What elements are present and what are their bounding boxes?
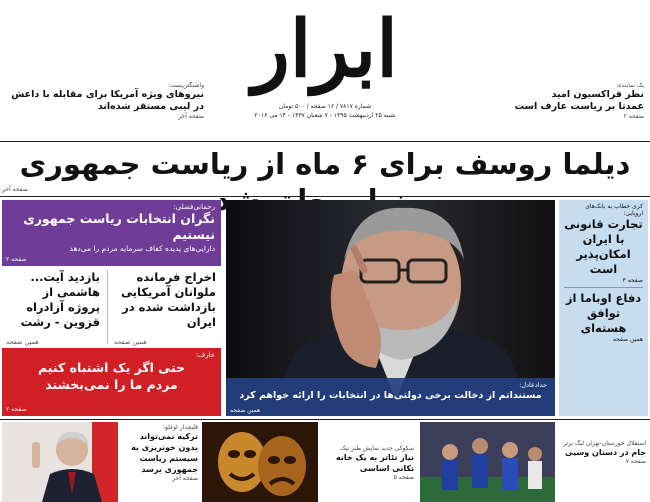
story-page: صفحه ۲ xyxy=(6,406,27,413)
story-kicker: کری خطاب به بانک‌های اروپایی: xyxy=(585,203,643,217)
teaser-headline: نظر فراکسیون امید xyxy=(551,89,644,100)
teaser-headline: نیروهای ویژه آمریکا برای مقابله با داعش xyxy=(11,89,204,100)
caption-page: همین صفحه xyxy=(230,407,261,414)
football-photo[interactable] xyxy=(420,422,555,502)
purple-story-box[interactable] xyxy=(2,200,221,266)
bottom-story-football[interactable] xyxy=(558,440,650,465)
bottom-story-turkey[interactable] xyxy=(118,424,202,482)
story-page: صفحه آخر xyxy=(172,475,198,482)
story-page: همین صفحه xyxy=(114,337,147,346)
story-page: همین صفحه xyxy=(612,336,643,343)
story-kicker: استقلال خوزستان-تهران لیگ برتر xyxy=(563,440,646,447)
story-headline: بازدید آیت... هاشمی از پروژه آزادراه قزوین - رشت xyxy=(20,270,100,329)
story-kicker: عارف: xyxy=(195,351,215,359)
story-hashemi[interactable] xyxy=(2,268,106,346)
story-page: صفحه ۲ xyxy=(6,256,27,263)
right-column xyxy=(559,200,648,416)
theatre-masks-illustration xyxy=(202,422,318,502)
column-divider xyxy=(107,270,108,344)
story-subhead: دارایی‌های پدیده کفاف سرمایه مردم را می‌دهد xyxy=(69,244,215,253)
story-kicker: رحمانی‌فضلی: xyxy=(173,203,215,211)
masthead-left-teaser[interactable] xyxy=(4,82,204,120)
issue-line: شماره ۷۸۱۷ / ۱۶ صفحه / ۵۰۰ تومان xyxy=(278,103,372,110)
story-headline: مردم ما را نمی‌بخشند xyxy=(45,377,178,392)
kilicdaroglu-photo[interactable] xyxy=(2,422,118,502)
story-headline: حتی اگر یک اشتباه کنیم xyxy=(37,360,186,375)
divider xyxy=(0,419,650,420)
story-headline: جام در دستان وسیی xyxy=(565,448,646,457)
divider xyxy=(564,287,643,288)
divider xyxy=(0,141,650,142)
story-page: صفحه ۷ xyxy=(625,458,646,465)
story-headline-trade[interactable]: تجارت قانونی با ایران امکان‌پذیر است xyxy=(564,217,643,276)
issue-info xyxy=(238,102,412,120)
issue-date: شنبه ۲۵ اردیبهشت ۱۳۹۵ - ۷ شعبان ۱۴۳۷ - ۱۴ می ۲۰۱۶ xyxy=(254,112,396,119)
headline-page: صفحه آخر xyxy=(2,186,28,193)
caption-headline: مستنداتم از دخالت برخی دولتی‌ها در انتخابات را ارائه خواهم کرد xyxy=(239,390,542,401)
story-kicker: سکوکی جدید نمایش طنز نیک xyxy=(340,445,414,452)
story-page: صفحه ۵ xyxy=(393,474,414,481)
story-headline: نگران انتخابات ریاست جمهوری نیستیم xyxy=(23,211,215,242)
red-story-box[interactable] xyxy=(2,348,221,416)
masthead-right-teaser[interactable] xyxy=(464,82,644,120)
story-headline: ترکیه نمی‌تواند بدون خونریزی به سیستم ریاست جمهوری برسد xyxy=(131,432,198,474)
caption-kicker: حداد‌عادل: xyxy=(519,381,547,389)
teaser-page: صفحه ۲ xyxy=(623,113,644,120)
story-kicker: قلیچدار اوغلو: xyxy=(163,424,198,431)
story-headline-obama[interactable]: دفاع اوباما از توافق هسته‌ای xyxy=(565,291,642,335)
story-headline: اخراج فرمانده ملوانان آمریکایی بازداشت شده در ایران xyxy=(121,270,216,329)
football-illustration xyxy=(420,422,555,502)
main-headline[interactable]: دیلما روسف برای ۶ ماه از ریاست جمهوری xyxy=(19,147,631,181)
teaser-kicker: واشنگتن‌پست: xyxy=(167,82,204,89)
teaser-page: صفحه آخر xyxy=(178,113,204,120)
photo-caption[interactable] xyxy=(226,378,555,416)
bottom-story-theatre[interactable] xyxy=(320,445,418,481)
story-page: همین صفحه xyxy=(6,337,39,346)
teaser-kicker: یک نماینده: xyxy=(616,82,644,89)
masthead xyxy=(0,0,650,140)
teaser-headline: در لیبی مستقر شده‌اند xyxy=(97,101,204,112)
theatre-masks-photo[interactable] xyxy=(202,422,318,502)
politician-illustration xyxy=(2,422,118,502)
teaser-headline: عمدتا بر ریاست عارف است xyxy=(514,101,644,112)
story-sailors[interactable] xyxy=(110,268,222,346)
divider xyxy=(0,196,650,197)
story-headline: نیاز تئاتر به یک خانه تکانی اساسی xyxy=(336,453,414,473)
newspaper-logo: ابرار xyxy=(252,4,398,95)
story-page: صفحه ۳ xyxy=(622,277,643,284)
